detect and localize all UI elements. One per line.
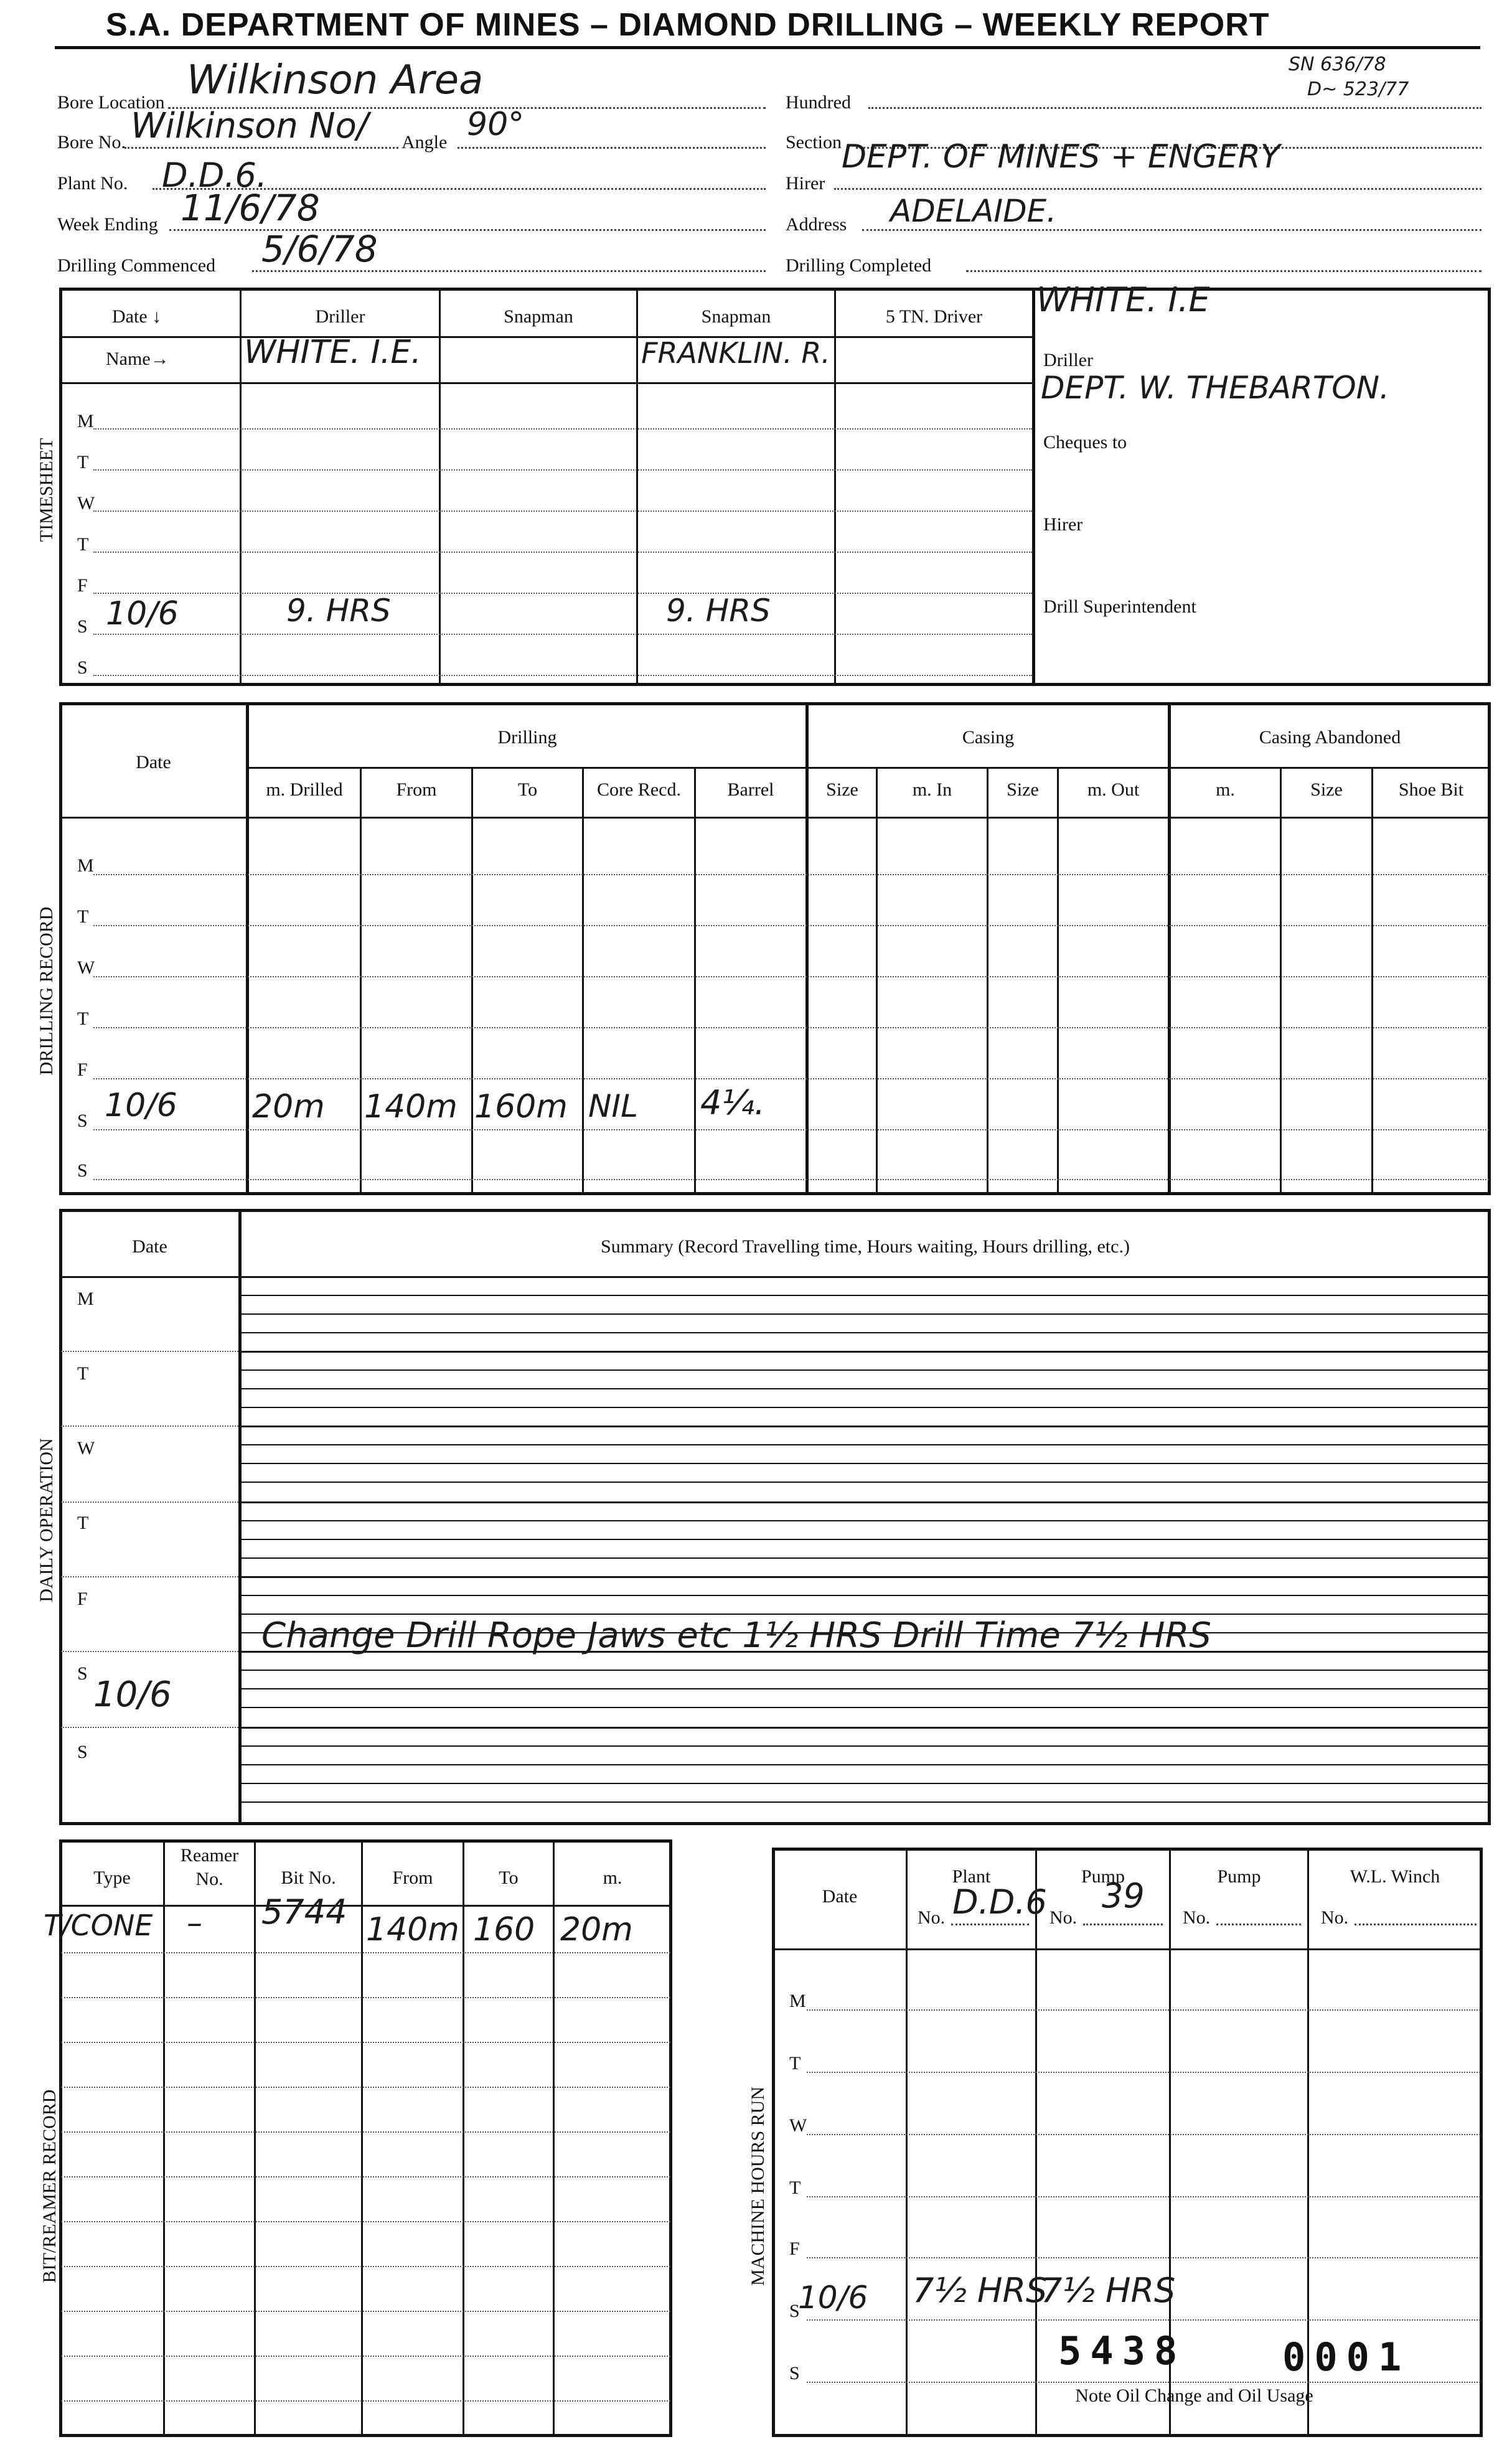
timesheet-driller-label: Driller: [1043, 350, 1093, 370]
bit-side-label: BIT/REAMER RECORD: [39, 2089, 60, 2283]
drilling-s-to: 160m: [474, 1088, 568, 1125]
drilling-day-label: S: [77, 1160, 88, 1181]
timesheet-snapman-name: FRANKLIN. R.: [641, 336, 830, 370]
timesheet-col-date: Date ↓: [112, 306, 162, 327]
hundred-line: [868, 107, 1481, 109]
drilling-col: Shoe Bit: [1398, 779, 1464, 800]
timesheet-right-name: WHITE. I.E: [1036, 280, 1210, 319]
angle-label: Angle: [401, 132, 448, 153]
timesheet-superintendent-label: Drill Superintendent: [1043, 596, 1196, 617]
drilling-s-core-recovered: NIL: [588, 1088, 639, 1124]
timesheet-day-label: F: [77, 575, 88, 596]
machine-col-pump-2: Pump: [1217, 1866, 1261, 1887]
timesheet-day-label: T: [77, 534, 89, 555]
drilling-s-from: 140m: [364, 1088, 458, 1125]
drilling-col: m. Out: [1087, 779, 1140, 800]
drilling-day-label: F: [77, 1059, 88, 1080]
drilling-col: From: [396, 779, 437, 800]
address-label: Address: [786, 214, 847, 235]
bore-no-value: Wilkinson No/: [131, 106, 369, 146]
daily-s-date: 10/6: [93, 1675, 172, 1715]
machine-day-label: T: [789, 2053, 801, 2074]
drilling-commenced-label: Drilling Commenced: [57, 255, 216, 276]
bit-col-metres: m.: [603, 1867, 622, 1888]
hirer-line: [834, 188, 1481, 190]
machine-day-label: W: [789, 2115, 807, 2136]
timesheet-cheques-label: Cheques to: [1043, 432, 1127, 453]
page-title: S.A. DEPARTMENT OF MINES – DIAMOND DRILLING – WEEKLY REPORT: [106, 7, 1270, 43]
timesheet-col-driller: Driller: [315, 306, 365, 327]
week-ending-line: [169, 229, 766, 231]
machine-oil-note: Note Oil Change and Oil Usage: [1075, 2385, 1313, 2406]
address-line: [862, 229, 1481, 231]
timesheet-day-label: S: [77, 616, 88, 637]
bore-location-value: Wilkinson Area: [187, 57, 484, 103]
drilling-col: Core Recd.: [597, 779, 681, 800]
bit-row-from: 140m: [366, 1911, 459, 1948]
plant-no-value: D.D.6.: [162, 156, 268, 195]
dm-reference: D~ 523/77: [1307, 78, 1409, 100]
daily-day-label: S: [77, 1742, 88, 1762]
drilling-commenced-value: 5/6/78: [261, 228, 378, 270]
timesheet-col-snapman-2: Snapman: [701, 306, 771, 327]
drilling-col: Barrel: [727, 779, 774, 800]
machine-col-winch: W.L. Winch: [1350, 1866, 1440, 1887]
week-ending-value: 11/6/78: [181, 187, 320, 229]
machine-day-label: F: [789, 2238, 800, 2259]
bit-row-type: T/CONE: [44, 1909, 153, 1942]
machine-col-pump-1: Pump: [1081, 1866, 1125, 1887]
machine-pump-no-label: No.: [1049, 1907, 1078, 1928]
timesheet-side-label: TIMESHEET: [36, 438, 57, 542]
timesheet-hirer-label: Hirer: [1043, 514, 1083, 535]
plant-no-label: Plant No.: [57, 173, 128, 194]
bit-row-to: 160: [473, 1911, 535, 1948]
machine-day-label: S: [789, 2363, 800, 2384]
daily-s-entry: Change Drill Rope Jaws etc 1½ HRS Drill Time 7½ HRS: [261, 1615, 1211, 1656]
bit-row-metres: 20m: [560, 1911, 633, 1948]
daily-col-summary: Summary (Record Travelling time, Hours waiting, Hours drilling, etc.): [601, 1236, 1130, 1257]
machine-plant-no-label: No.: [918, 1907, 946, 1928]
machine-day-label: S: [789, 2301, 800, 2321]
daily-side-label: DAILY OPERATION: [36, 1438, 57, 1602]
timesheet-col-driver: 5 TN. Driver: [885, 306, 983, 327]
drilling-group-casing: Casing: [962, 727, 1015, 748]
timesheet-s-driller-hours: 9. HRS: [286, 593, 391, 629]
bore-no-line: [124, 147, 398, 149]
machine-meter-stamp-1: 5438: [1058, 2328, 1186, 2374]
bit-row-reamer: –: [187, 1905, 202, 1941]
bore-location-label: Bore Location: [57, 92, 165, 113]
machine-day-label: T: [789, 2177, 801, 2198]
angle-line: [458, 147, 766, 149]
daily-day-label: T: [77, 1363, 89, 1384]
timesheet-s-date: 10/6: [106, 595, 179, 632]
hundred-label: Hundred: [786, 92, 851, 113]
drilling-s-metres-drilled: 20m: [252, 1088, 325, 1125]
week-ending-label: Week Ending: [57, 214, 158, 235]
drilling-s-date: 10/6: [105, 1087, 177, 1124]
drilling-day-label: T: [77, 906, 89, 927]
drilling-completed-label: Drilling Completed: [786, 255, 932, 276]
daily-day-label: M: [77, 1289, 94, 1309]
machine-col-plant: Plant: [952, 1866, 991, 1887]
machine-plant-no-value: D.D.6: [952, 1882, 1047, 1922]
bore-no-label: Bore No.: [57, 132, 126, 153]
drilling-commenced-line: [252, 270, 766, 272]
drilling-day-label: S: [77, 1111, 88, 1131]
machine-side-label: MACHINE HOURS RUN: [748, 2086, 768, 2286]
daily-day-label: T: [77, 1513, 89, 1533]
timesheet-col-name: Name→: [106, 349, 169, 369]
timesheet-driller-name: WHITE. I.E.: [244, 334, 421, 371]
machine-winch-no-label: No.: [1321, 1907, 1349, 1928]
bit-col-to: To: [499, 1867, 519, 1888]
drilling-col: Size: [1310, 779, 1343, 800]
machine-s-date: 10/6: [798, 2280, 868, 2316]
hirer-label: Hirer: [786, 173, 825, 194]
drilling-day-label: M: [77, 855, 94, 876]
drilling-col: m.: [1216, 779, 1235, 800]
drilling-col: Size: [1007, 779, 1039, 800]
timesheet-driller-address: DEPT. W. THEBARTON.: [1041, 370, 1389, 406]
daily-operation-section: [59, 1209, 1491, 1825]
machine-pump-no-value: 39: [1102, 1876, 1145, 1915]
machine-s-plant-hours: 7½ HRS: [913, 2271, 1048, 2310]
drilling-s-barrel: 4¼.: [700, 1083, 765, 1122]
bit-row-bit-no: 5744: [261, 1892, 347, 1932]
drilling-day-label: W: [77, 957, 95, 978]
timesheet-day-label: S: [77, 657, 88, 678]
angle-value: 90°: [467, 106, 525, 143]
title-rule: [55, 46, 1480, 49]
machine-s-pump-hours: 7½ HRS: [1041, 2271, 1176, 2310]
section-label: Section: [786, 132, 842, 153]
daily-day-label: S: [77, 1663, 88, 1684]
timesheet-day-label: M: [77, 411, 94, 431]
drilling-col: To: [517, 779, 538, 800]
drilling-col: m. In: [912, 779, 952, 800]
drilling-side-label: DRILLING RECORD: [36, 906, 57, 1076]
daily-day-label: F: [77, 1589, 88, 1609]
bit-col-bit-no: Bit No.: [281, 1867, 336, 1888]
timesheet-day-label: T: [77, 452, 89, 472]
drilling-col-date: Date: [136, 752, 171, 773]
machine-day-label: M: [789, 1991, 806, 2011]
drilling-completed-line: [966, 270, 1481, 272]
daily-col-date: Date: [132, 1236, 167, 1257]
bit-col-reamer: Reamer No.: [180, 1845, 239, 1889]
machine-meter-stamp-2: 0001: [1282, 2334, 1411, 2380]
daily-day-label: W: [77, 1438, 95, 1459]
sn-reference: SN 636/78: [1289, 54, 1386, 75]
machine-pump2-no-label: No.: [1183, 1907, 1211, 1928]
drilling-col: m. Drilled: [266, 779, 343, 800]
drilling-group-abandoned: Casing Abandoned: [1259, 727, 1401, 748]
timesheet-day-label: W: [77, 493, 95, 514]
drilling-group-drilling: Drilling: [497, 727, 557, 748]
hirer-value: DEPT. OF MINES + ENGERY: [842, 138, 1280, 176]
address-value: ADELAIDE.: [890, 193, 1057, 229]
timesheet-col-snapman-1: Snapman: [504, 306, 573, 327]
timesheet-s-snapman-hours: 9. HRS: [666, 593, 771, 629]
bit-col-from: From: [392, 1867, 433, 1888]
bit-col-type: Type: [93, 1867, 131, 1888]
machine-col-date: Date: [822, 1886, 858, 1907]
drilling-col: Size: [826, 779, 858, 800]
drilling-day-label: T: [77, 1008, 89, 1029]
